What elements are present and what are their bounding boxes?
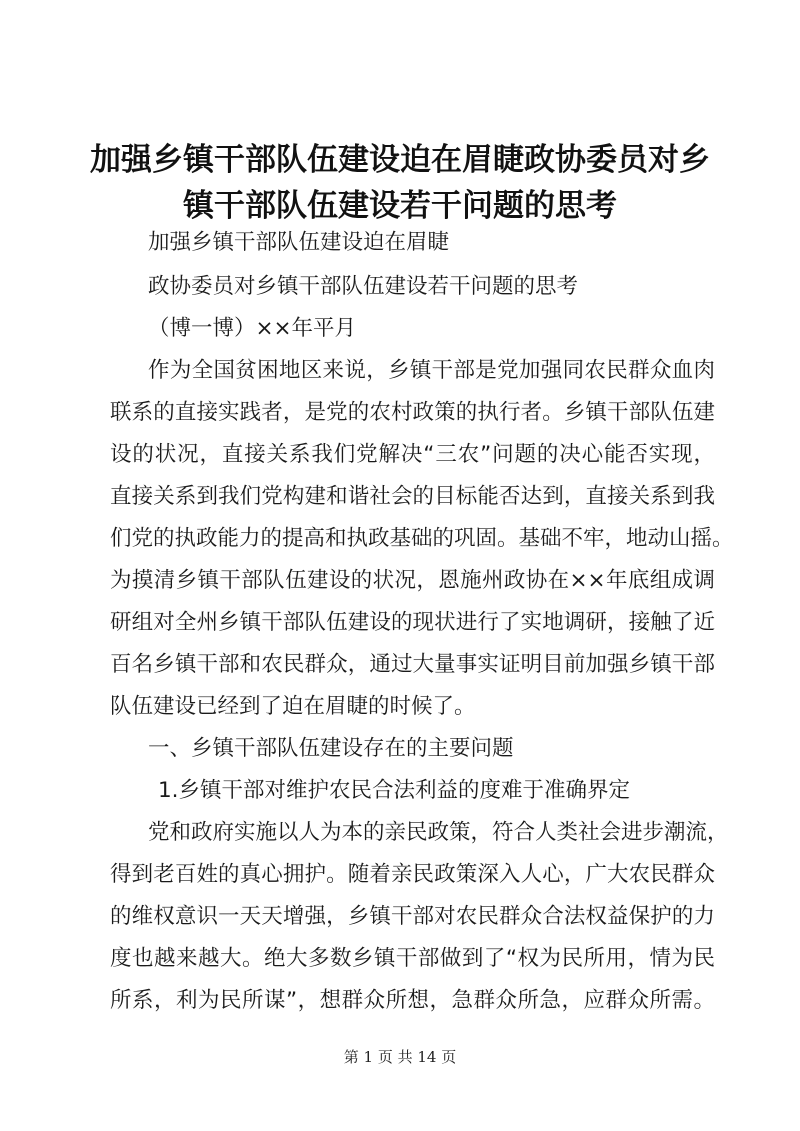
paragraph-line: 队伍建设已经到了迫在眉睫的时候了。 [110, 694, 476, 719]
paragraph-line: 为摸清乡镇干部队伍建设的状况，恩施州政协在××年底组成调 [110, 568, 715, 593]
document-title-line-2: 镇干部队伍建设若干问题的思考 [183, 188, 617, 224]
paragraph-line: 直接关系到我们党构建和谐社会的目标能否达到，直接关系到我 [110, 484, 715, 509]
paragraph-line: 党和政府实施以人为本的亲民政策，符合人类社会进步潮流， [148, 820, 729, 845]
paragraph-line: 作为全国贫困地区来说，乡镇干部是党加强同农民群众血肉 [148, 358, 715, 383]
paragraph-line: 研组对全州乡镇干部队伍建设的现状进行了实地调研，接触了近 [110, 610, 715, 635]
section-heading: 一、乡镇干部队伍建设存在的主要问题 [148, 736, 514, 761]
paragraph-line: 们党的执政能力的提高和执政基础的巩固。基础不牢，地动山摇。 [110, 526, 734, 551]
author-date-line: （博一博）××年平月 [148, 316, 357, 341]
document-title-line-1: 加强乡镇干部队伍建设迫在眉睫政协委员对乡 [90, 142, 710, 178]
paragraph-line: 的维权意识一天天增强，乡镇干部对农民群众合法权益保护的力 [110, 904, 715, 929]
paragraph-line: 所系，利为民所谋”，想群众所想，急群众所急，应群众所需。 [110, 988, 715, 1013]
paragraph-line: 得到老百姓的真心拥护。随着亲民政策深入人心，广大农民群众 [110, 862, 715, 887]
paragraph-line: 百名乡镇干部和农民群众，通过大量事实证明目前加强乡镇干部 [110, 652, 715, 677]
page-number-footer: 第 1 页 共 14 页 [343, 1048, 457, 1066]
paragraph-line: 联系的直接实践者，是党的农村政策的执行者。乡镇干部队伍建 [110, 400, 715, 425]
paragraph-line: 度也越来越大。绝大多数乡镇干部做到了“权为民所用，情为民 [110, 946, 715, 971]
subsection-heading: 1.乡镇干部对维护农民合法利益的度难于准确界定 [158, 778, 631, 803]
subtitle-line: 加强乡镇干部队伍建设迫在眉睫 [148, 230, 450, 255]
paragraph-line: 设的状况，直接关系我们党解决“三农”问题的决心能否实现， [110, 442, 715, 467]
subtitle-line: 政协委员对乡镇干部队伍建设若干问题的思考 [148, 274, 579, 299]
